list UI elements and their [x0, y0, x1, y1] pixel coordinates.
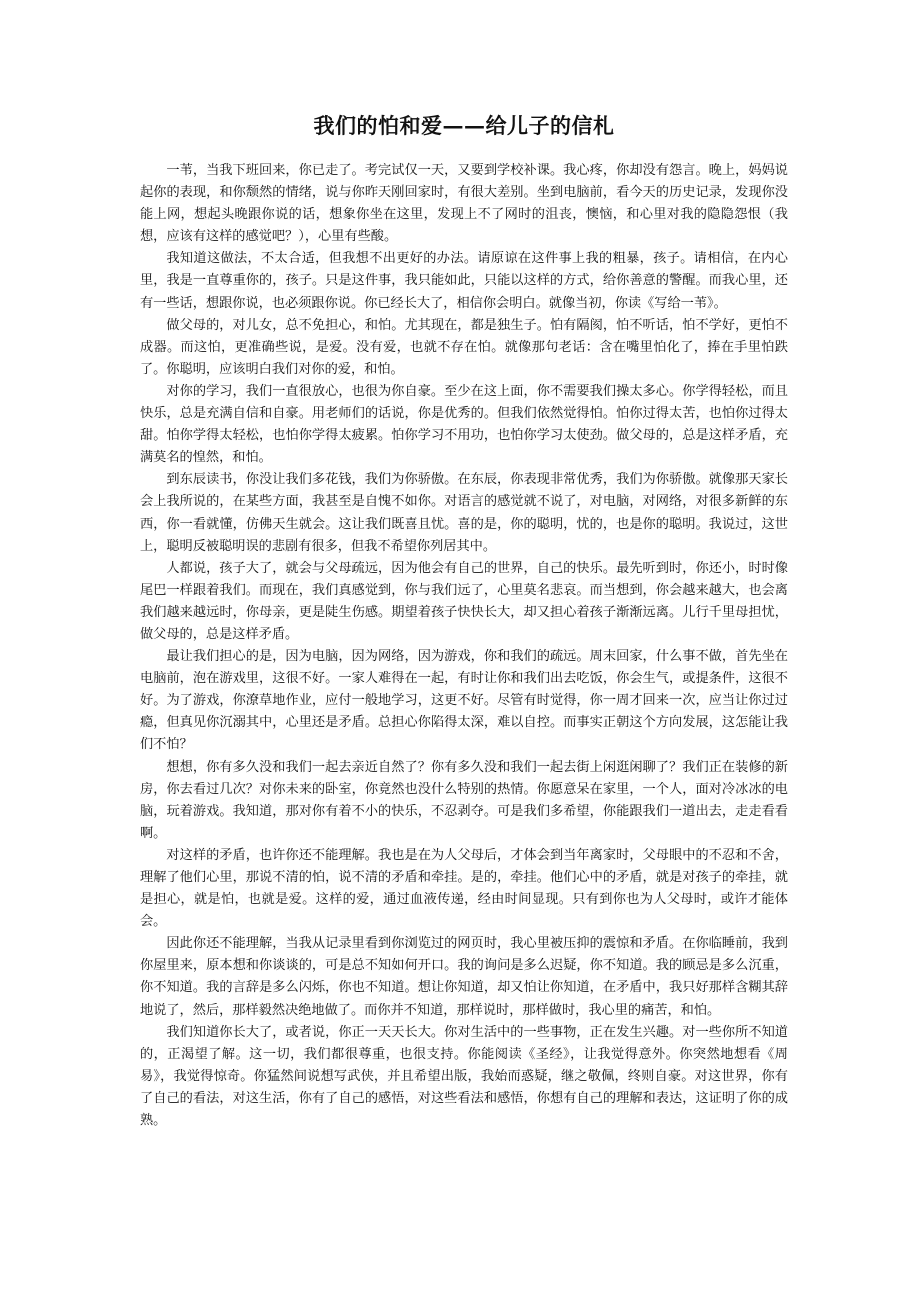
document-title: 我们的怕和爱——给儿子的信札 [313, 113, 615, 138]
paragraph-6: 人都说，孩子大了，就会与父母疏远，因为他会有自己的世界，自己的快乐。最先听到时，你还小，时时像尾巴一样跟着我们。而现在，我们真感觉到，你与我们远了，心里莫名悲哀。而当想到，你会越来越大，也会离我们越来越远时，你母亲，更是陡生伤感。期望着孩子快快长大，却又担心着孩子渐渐远离。儿行千里母担忧，做父母的，总是这样矛盾。 [140, 560, 788, 642]
paragraph-9: 对这样的矛盾，也许你还不能理解。我也是在为人父母后，才体会到当年离家时，父母眼中的不忍和不舍，理解了他们心里，那说不清的怕，说不清的矛盾和牵挂。是的，牵挂。他们心中的矛盾，就是对孩子的牵挂，就是担心，就是怕，也就是爱。这样的爱，通过血液传递，经由时间显现。只有到你也为人父母时，或许才能体会。 [140, 847, 788, 930]
paragraph-7: 最让我们担心的是，因为电脑，因为网络，因为游戏，你和我们的疏远。周末回家，什么事不做，首先坐在电脑前，泡在游戏里，这很不好。一家人难得在一起，有时让你和我们出去吃饭，你会生气，或提条件，这很不好。为了游戏，你潦草地作业，应付一般地学习，这更不好。尽管有时觉得，你一周才回来一次，应当让你过过瘾，但真见你沉溺其中，心里还是矛盾。总担心你陷得太深，难以自控。而事实正朝这个方向发展，这怎能让我们不怕？ [140, 649, 788, 753]
paragraph-10: 因此你还不能理解，当我从记录里看到你浏览过的网页时，我心里被压抑的震惊和矛盾。在你临睡前，我到你屋里来，原本想和你谈谈的，可是总不知如何开口。我的询问是多么迟疑，你不知道。我的顾忌是多么沉重，你不知道。我的言辞是多么闪烁，你也不知道。想让你知道，却又怕让你知道，在矛盾中，我只好那样含糊其辞地说了，然后，那样毅然决绝地做了。而你并不知道，那样说时，那样做时，我心里的痛苦，和怕。 [140, 936, 788, 1018]
document-page [140, 0, 788, 1132]
document-body [140, 160, 788, 1132]
paragraph-3: 做父母的，对儿女，总不免担心，和怕。尤其现在，都是独生子。怕有隔阂，怕不听话，怕不学好，更怕不成器。而这怕，更准确些说，是爱。没有爱，也就不存在怕。就像那句老话：含在嘴里怕化了，捧在手里怕跌了。你聪明，应该明白我们对你的爱，和怕。 [140, 317, 788, 377]
paragraph-11: 我们知道你长大了，或者说，你正一天天长大。你对生活中的一些事物，正在发生兴趣。对一些你所不知道的，正渴望了解。这一切，我们都很尊重，也很支持。你能阅读《圣经》，让我觉得意外。你突然地想看《周易》，我觉得惊奇。你猛然间说想写武侠，并且希望出版，我始而惑疑，继之敬佩，终则自豪。对这世界，你有了自己的看法，对这生活，你有了自己的感悟，对这些看法和感悟，你想有自己的理解和表达，这证明了你的成熟。 [140, 1024, 788, 1129]
paragraph-2: 我知道这做法，不太合适，但我想不出更好的办法。请原谅在这件事上我的粗暴，孩子。请相信，在内心里，我是一直尊重你的，孩子。只是这件事，我只能如此，只能以这样的方式，给你善意的警醒。而我心里，还有一些话，想跟你说，也必须跟你说。你已经长大了，相信你会明白。就像当初，你读《写给一苇》。 [140, 251, 788, 311]
paragraph-8: 想想，你有多久没和我们一起去亲近自然了？你有多久没和我们一起去街上闲逛闲聊了？我们正在装修的新房，你去看过几次？对你未来的卧室，你竟然也没什么特别的热情。你愿意呆在家里，一个人，面对冷冰冰的电脑，玩着游戏。我知道，那对你有着不小的快乐，不忍剥夺。可是我们多希望，你能跟我们一道出去，走走看看啊。 [140, 759, 788, 841]
paragraph-1: 一苇，当我下班回来，你已走了。考完试仅一天，又要到学校补课。我心疼，你却没有怨言。晚上，妈妈说起你的表现，和你颓然的情绪，说与你昨天刚回家时，有很大差别。坐到电脑前，看今天的历史记录，发现你没能上网，想起头晚跟你说的话，想象你坐在这里，发现上不了网时的沮丧，懊恼，和心里对我的隐隐怨恨（我想，应该有这样的感觉吧？），心里有些酸。 [140, 163, 788, 245]
paragraph-5: 到东辰读书，你没让我们多花钱，我们为你骄傲。在东辰，你表现非常优秀，我们为你骄傲。就像那天家长会上我所说的，在某些方面，我甚至是自愧不如你。对语言的感觉就不说了，对电脑，对网络，对很多新鲜的东西，你一看就懂，仿佛天生就会。这让我们既喜且忧。喜的是，你的聪明，忧的，也是你的聪明。我说过，这世上，聪明反被聪明误的悲剧有很多，但我不希望你列居其中。 [140, 472, 788, 554]
paragraph-4: 对你的学习，我们一直很放心，也很为你自豪。至少在这上面，你不需要我们操太多心。你学得轻松，而且快乐，总是充满自信和自豪。用老师们的话说，你是优秀的。但我们依然觉得怕。怕你过得太苦，也怕你过得太甜。怕你学得太轻松，也怕你学得太疲累。怕你学习不用功，也怕你学习太使劲。做父母的，总是这样矛盾，充满莫名的惶然，和怕。 [140, 383, 788, 466]
